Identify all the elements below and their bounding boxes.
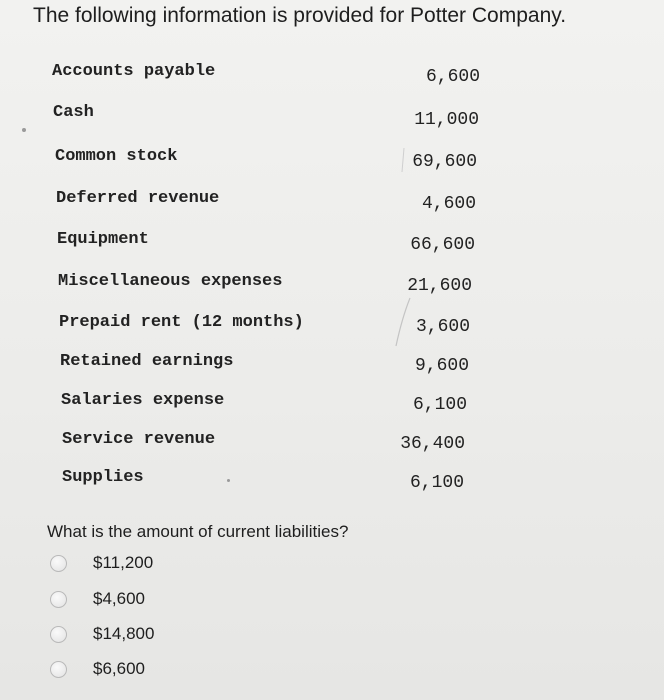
radio-button-icon[interactable] <box>50 591 67 608</box>
stray-dot-mark <box>22 128 26 132</box>
answer-option[interactable] <box>50 622 154 646</box>
question-text: What is the amount of current liabilities? <box>47 522 349 541</box>
account-value: 6,100 <box>409 473 464 493</box>
page-title: The following information is provided for Potter Company. <box>33 4 567 27</box>
account-value: 69,600 <box>412 152 477 172</box>
account-value: 11,000 <box>414 110 479 130</box>
account-label: Supplies <box>62 468 144 487</box>
radio-button-icon[interactable] <box>50 626 67 643</box>
account-value: 3,600 <box>415 317 470 337</box>
answer-option[interactable] <box>50 587 145 611</box>
radio-button-icon[interactable] <box>50 661 67 678</box>
account-label: Deferred revenue <box>56 189 220 208</box>
account-label: Prepaid rent (12 months) <box>59 313 304 332</box>
stray-dot-mark <box>227 479 230 482</box>
account-value: 4,600 <box>421 194 476 214</box>
account-value: 21,600 <box>407 276 472 296</box>
account-label: Cash <box>53 103 94 122</box>
account-label: Miscellaneous expenses <box>58 272 283 291</box>
account-value: 9,600 <box>414 356 469 376</box>
account-label: Equipment <box>57 230 149 249</box>
answer-option-label: $6,600 <box>93 659 145 678</box>
answer-option[interactable] <box>50 551 153 575</box>
account-label: Salaries expense <box>61 391 225 410</box>
answer-option-label: $14,800 <box>93 624 155 643</box>
answer-option[interactable] <box>50 657 145 681</box>
account-value: 66,600 <box>410 235 475 255</box>
account-value: 36,400 <box>400 434 465 454</box>
account-label: Retained earnings <box>60 352 234 371</box>
radio-button-icon[interactable] <box>50 555 67 572</box>
account-value: 6,600 <box>425 67 480 87</box>
answer-option-label: $4,600 <box>93 589 145 608</box>
account-label: Accounts payable <box>52 62 216 81</box>
answer-option-label: $11,200 <box>93 553 154 572</box>
account-value: 6,100 <box>412 395 467 415</box>
account-label: Common stock <box>55 147 178 166</box>
account-label: Service revenue <box>62 430 216 449</box>
